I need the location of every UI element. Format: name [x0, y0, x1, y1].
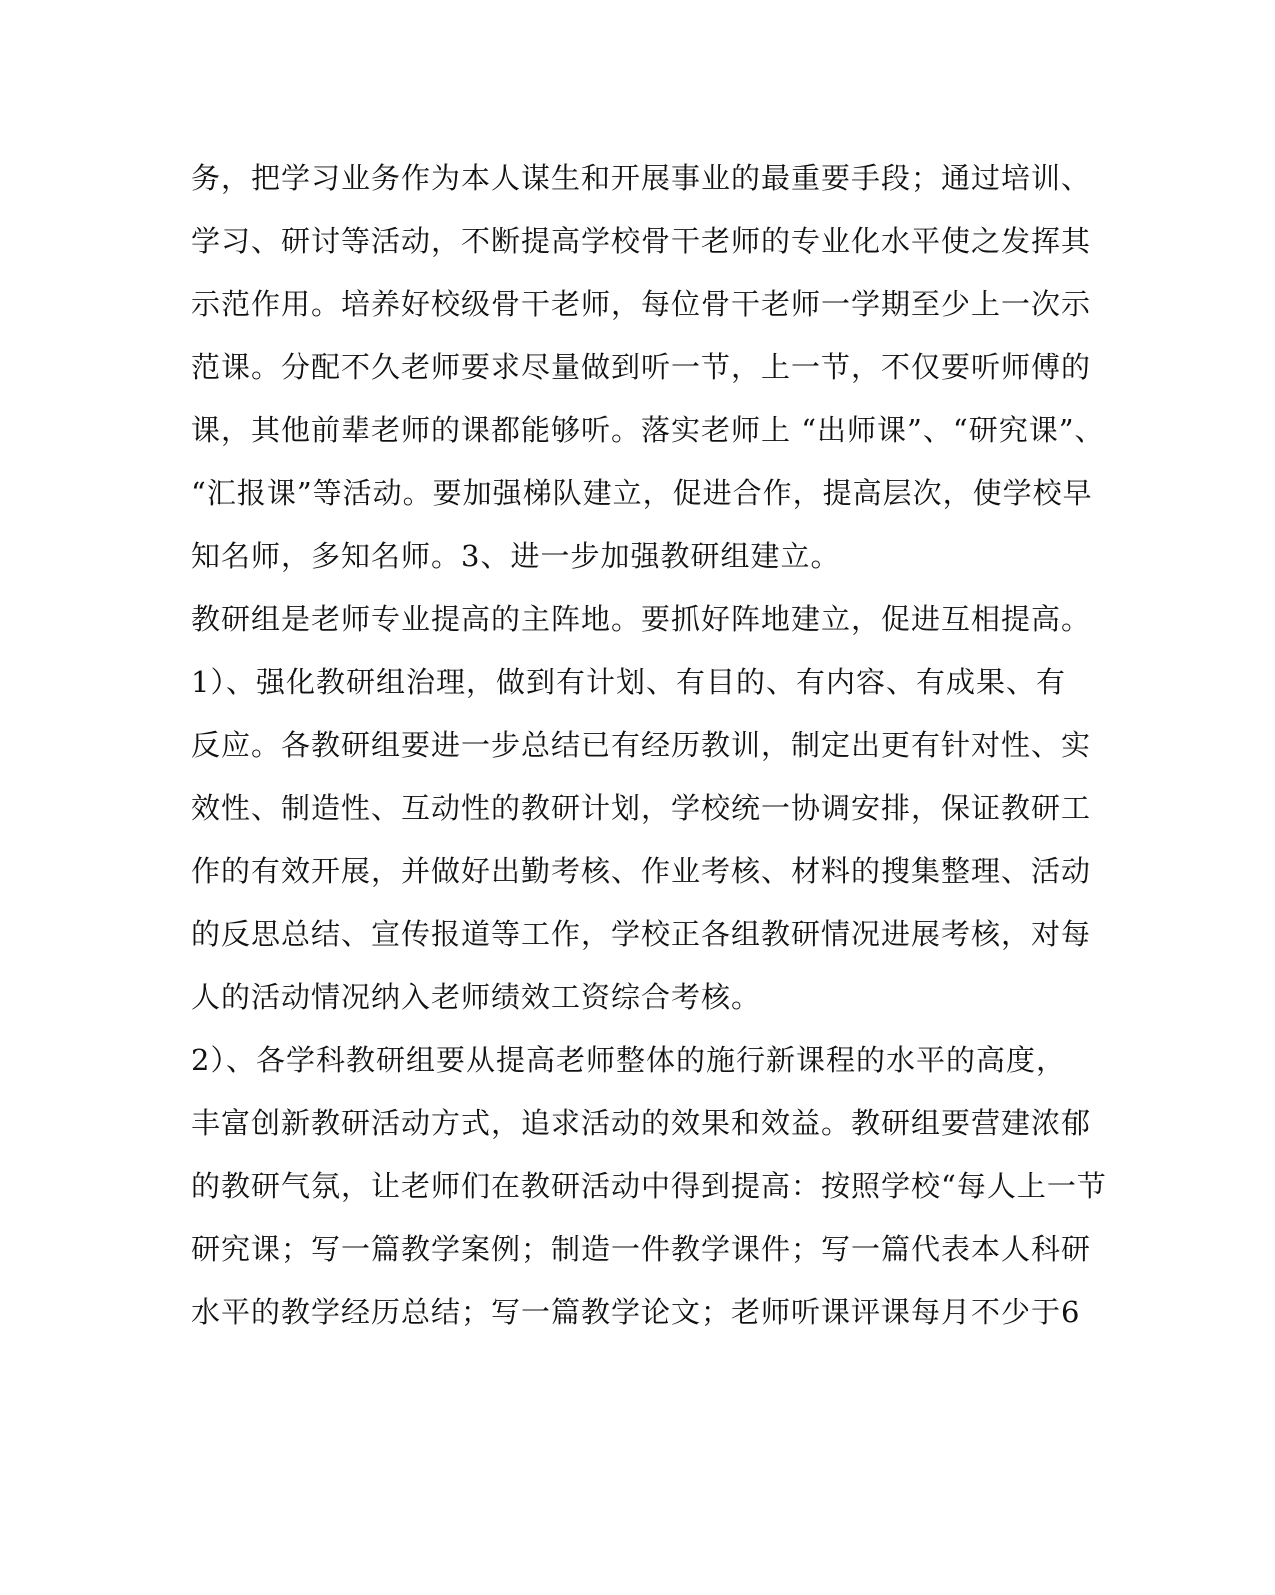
text-line: 研究课；写一篇教学案例；制造一件教学课件；写一篇代表本人科研: [191, 1232, 1092, 1266]
text-line: 的教研气氛，让老师们在教研活动中得到提高：按照学校“每人上一节: [191, 1169, 1107, 1203]
text-line: 效性、制造性、互动性的教研计划，学校统一协调安排，保证教研工: [191, 791, 1092, 825]
text-line: 作的有效开展，并做好出勤考核、作业考核、材料的搜集整理、活动: [191, 854, 1092, 888]
text-line: 人的活动情况纳入老师绩效工资综合考核。: [191, 980, 762, 1014]
text-line: 范课。分配不久老师要求尽量做到听一节，上一节，不仅要听师傅的: [191, 350, 1092, 384]
text-line: 务，把学习业务作为本人谋生和开展事业的最重要手段；通过培训、: [191, 161, 1092, 195]
text-line: 教研组是老师专业提高的主阵地。要抓好阵地建立，促进互相提高。: [191, 602, 1092, 636]
text-line: 示范作用。培养好校级骨干老师，每位骨干老师一学期至少上一次示: [191, 287, 1092, 321]
text-line: 丰富创新教研活动方式，追求活动的效果和效益。教研组要营建浓郁: [191, 1106, 1092, 1140]
text-line: 水平的教学经历总结；写一篇教学论文；老师听课评课每月不少于6: [191, 1295, 1081, 1329]
text-line: “汇报课”等活动。要加强梯队建立，促进合作，提高层次，使学校早: [191, 476, 1093, 510]
text-line: 知名师，多知名师。3、进一步加强教研组建立。: [191, 539, 841, 573]
text-line: 反应。各教研组要进一步总结已有经历教训，制定出更有针对性、实: [191, 728, 1092, 762]
text-line: 课，其他前辈老师的课都能够听。落实老师上 “出师课”、“研究课”、: [191, 413, 1105, 447]
text-line: 2）、各学科教研组要从提高老师整体的施行新课程的水平的高度，: [191, 1043, 1066, 1077]
text-line: 1）、强化教研组治理，做到有计划、有目的、有内容、有成果、有: [191, 665, 1066, 699]
text-line: 的反思总结、宣传报道等工作，学校正各组教研情况进展考核，对每: [191, 917, 1092, 951]
text-line: 学习、研讨等活动，不断提高学校骨干老师的专业化水平使之发挥其: [191, 224, 1092, 258]
